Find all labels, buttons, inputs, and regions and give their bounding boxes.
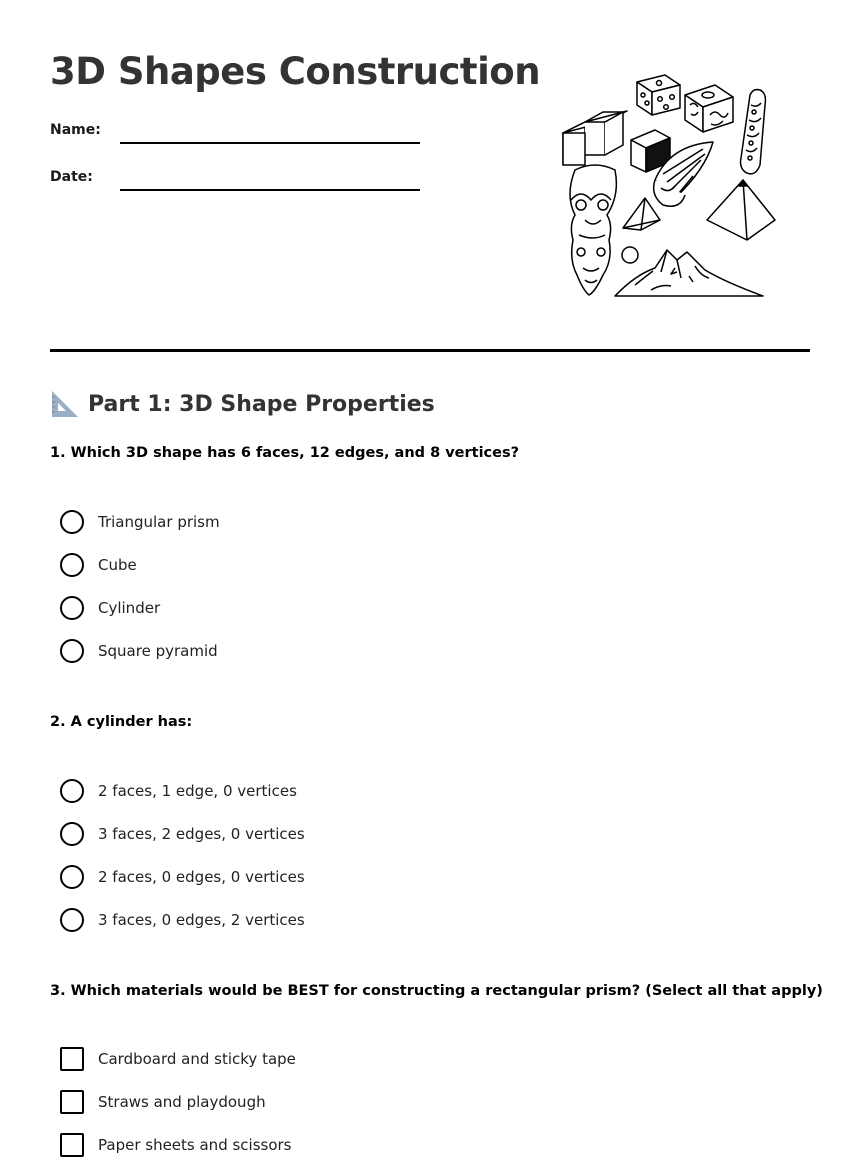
question-1: 1. Which 3D shape has 6 faces, 12 edges, and 8 vertices? [50, 445, 520, 461]
radio-button[interactable] [60, 639, 84, 663]
q3-option-2[interactable] [60, 1089, 266, 1115]
option-label: 3 faces, 0 edges, 2 vertices [98, 911, 305, 929]
option-label: Cube [98, 556, 137, 574]
q3-option-3[interactable] [60, 1132, 292, 1158]
checkbox[interactable] [60, 1047, 84, 1071]
q1-option-3[interactable] [60, 595, 160, 621]
q2-option-4[interactable] [60, 907, 305, 933]
q2-option-1[interactable] [60, 778, 297, 804]
date-label: Date: [50, 169, 93, 185]
name-label: Name: [50, 122, 101, 138]
header-divider [50, 349, 810, 352]
carved-pillar-icon [741, 90, 766, 174]
checkbox[interactable] [60, 1090, 84, 1114]
pyramid-icon [707, 180, 775, 240]
date-field [50, 169, 420, 185]
name-input-line[interactable] [120, 142, 420, 144]
option-label: Straws and playdough [98, 1093, 266, 1111]
radio-button[interactable] [60, 822, 84, 846]
cube-pair-icon [563, 111, 627, 165]
q1-option-2[interactable] [60, 552, 137, 578]
q3-option-1[interactable] [60, 1046, 296, 1072]
option-label: Cylinder [98, 599, 161, 617]
worksheet-title: 3D Shapes Construction [50, 50, 541, 93]
part1-title: Part 1: 3D Shape Properties [88, 391, 435, 417]
radio-button[interactable] [60, 510, 84, 534]
option-label: Paper sheets and scissors [98, 1136, 292, 1154]
q1-option-4[interactable] [60, 638, 218, 664]
option-label: Cardboard and sticky tape [98, 1050, 296, 1068]
option-label: 2 faces, 1 edge, 0 vertices [98, 782, 297, 800]
sphere-icon [622, 247, 638, 263]
question-3: 3. Which materials would be BEST for constructing a rectangular prism? (Select all that apply) [50, 983, 823, 999]
radio-button[interactable] [60, 908, 84, 932]
radio-button[interactable] [60, 596, 84, 620]
q2-option-3[interactable] [60, 864, 305, 890]
3d-shapes-illustration [555, 70, 785, 305]
radio-button[interactable] [60, 779, 84, 803]
name-field [50, 122, 420, 138]
q1-option-1[interactable] [60, 509, 220, 535]
radio-button[interactable] [60, 865, 84, 889]
carved-totem-icon [570, 165, 616, 295]
q2-option-2[interactable] [60, 821, 305, 847]
question-2: 2. A cylinder has: [50, 714, 193, 730]
radio-button[interactable] [60, 553, 84, 577]
date-input-line[interactable] [120, 189, 420, 191]
patterned-cube-icon [685, 85, 733, 132]
option-label: Triangular prism [98, 513, 220, 531]
checkbox[interactable] [60, 1133, 84, 1157]
small-pyramid-icon [623, 198, 660, 230]
dice-icon [637, 75, 680, 115]
set-square-icon [50, 389, 80, 419]
option-label: 2 faces, 0 edges, 0 vertices [98, 868, 305, 886]
option-label: 3 faces, 2 edges, 0 vertices [98, 825, 305, 843]
part1-heading [50, 389, 435, 419]
option-label: Square pyramid [98, 642, 218, 660]
